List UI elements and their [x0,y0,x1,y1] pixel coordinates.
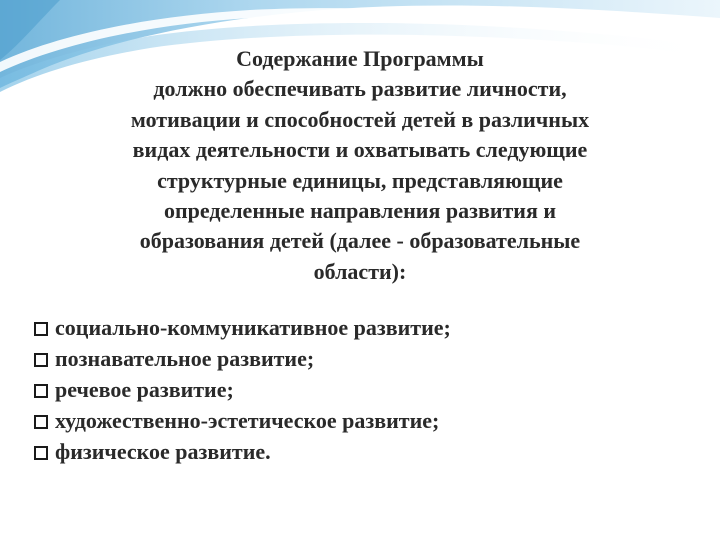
intro-line: структурные единицы, представляющие [157,167,563,193]
checkbox-square-icon [34,415,48,429]
intro-line: видах деятельности и охватывать следующие [132,137,588,163]
intro-line: мотивации и способностей детей в различных [130,106,590,132]
education-areas-list [34,312,674,467]
intro-line: должно обеспечивать развитие личности, [153,76,567,102]
list-item [34,436,674,467]
list-item [34,405,674,436]
intro-line: области): [313,258,407,284]
list-item-label: познавательное развитие; [55,345,315,371]
intro-paragraph [52,44,668,287]
list-item-label: художественно-эстетическое развитие; [55,407,440,433]
checkbox-square-icon [34,446,48,460]
list-item [34,374,674,405]
intro-line: Содержание Программы [236,46,484,71]
list-item-label: физическое развитие. [55,438,271,464]
intro-line: определенные направления развития и [163,198,557,224]
checkbox-square-icon [34,322,48,336]
list-item-label: социально-коммуникативное развитие; [55,314,451,340]
list-item [34,312,674,343]
checkbox-square-icon [34,353,48,367]
list-item-label: речевое развитие; [55,376,234,402]
list-item [34,343,674,374]
checkbox-square-icon [34,384,48,398]
intro-line: образования детей (далее - образовательные [139,228,581,254]
